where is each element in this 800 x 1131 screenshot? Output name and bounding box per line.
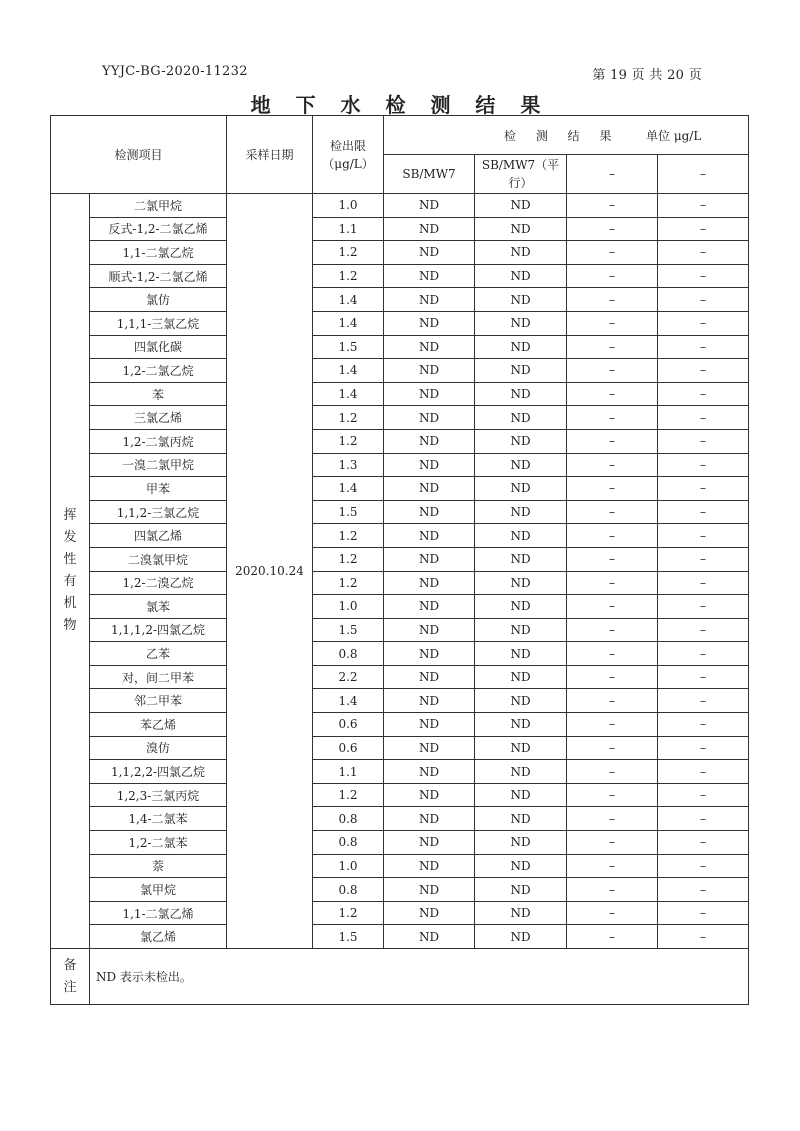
result-sample-4: – bbox=[658, 925, 749, 949]
result-sample-2: ND bbox=[475, 429, 567, 453]
result-sample-3: – bbox=[567, 547, 658, 571]
table-row bbox=[51, 406, 749, 430]
item-name: 氯仿 bbox=[90, 288, 227, 312]
detection-limit: 1.4 bbox=[313, 689, 384, 713]
table-row bbox=[51, 477, 749, 501]
result-sample-1: ND bbox=[384, 783, 475, 807]
result-sample-1: ND bbox=[384, 524, 475, 548]
table-row bbox=[51, 359, 749, 383]
item-name: 苯 bbox=[90, 382, 227, 406]
header-limit bbox=[313, 116, 384, 194]
result-sample-1: ND bbox=[384, 429, 475, 453]
result-sample-1: ND bbox=[384, 831, 475, 855]
result-sample-4: – bbox=[658, 595, 749, 619]
detection-limit: 1.2 bbox=[313, 429, 384, 453]
item-name: 1,2-二溴乙烷 bbox=[90, 571, 227, 595]
result-sample-4: – bbox=[658, 477, 749, 501]
result-sample-3: – bbox=[567, 925, 658, 949]
result-sample-3: – bbox=[567, 878, 658, 902]
table-row bbox=[51, 500, 749, 524]
detection-limit: 0.8 bbox=[313, 807, 384, 831]
table-row bbox=[51, 854, 749, 878]
results-title: 检 测 结 果 bbox=[504, 129, 620, 143]
result-sample-1: ND bbox=[384, 713, 475, 737]
page-number: 第 19 页 共 20 页 bbox=[592, 68, 702, 83]
result-sample-4: – bbox=[658, 264, 749, 288]
table-row bbox=[51, 524, 749, 548]
result-sample-1: ND bbox=[384, 264, 475, 288]
item-name: 氯甲烷 bbox=[90, 878, 227, 902]
item-name: 甲苯 bbox=[90, 477, 227, 501]
result-sample-1: ND bbox=[384, 736, 475, 760]
item-name: 溴仿 bbox=[90, 736, 227, 760]
result-sample-4: – bbox=[658, 524, 749, 548]
result-sample-1: ND bbox=[384, 665, 475, 689]
result-sample-1: ND bbox=[384, 925, 475, 949]
result-sample-1: ND bbox=[384, 901, 475, 925]
table-row bbox=[51, 571, 749, 595]
category-label: 挥 发 性 有 机 物 bbox=[51, 194, 90, 949]
result-sample-2: ND bbox=[475, 736, 567, 760]
result-sample-3: – bbox=[567, 194, 658, 218]
result-sample-3: – bbox=[567, 524, 658, 548]
detection-limit: 0.8 bbox=[313, 642, 384, 666]
result-sample-4: – bbox=[658, 335, 749, 359]
result-sample-1: ND bbox=[384, 500, 475, 524]
result-sample-3: – bbox=[567, 689, 658, 713]
item-name: 二氯甲烷 bbox=[90, 194, 227, 218]
detection-limit: 1.1 bbox=[313, 760, 384, 784]
detection-limit: 2.2 bbox=[313, 665, 384, 689]
result-sample-4: – bbox=[658, 807, 749, 831]
header-sample-2 bbox=[475, 155, 567, 194]
result-sample-2: ND bbox=[475, 406, 567, 430]
result-sample-3: – bbox=[567, 760, 658, 784]
result-sample-1: ND bbox=[384, 571, 475, 595]
result-sample-1: ND bbox=[384, 547, 475, 571]
result-sample-2: ND bbox=[475, 264, 567, 288]
detection-limit: 1.2 bbox=[313, 547, 384, 571]
item-name: 邻二甲苯 bbox=[90, 689, 227, 713]
item-name: 1,1-二氯乙烷 bbox=[90, 241, 227, 265]
item-name: 1,1-二氯乙烯 bbox=[90, 901, 227, 925]
result-sample-1: ND bbox=[384, 854, 475, 878]
detection-limit: 1.4 bbox=[313, 311, 384, 335]
result-sample-3: – bbox=[567, 359, 658, 383]
detection-limit: 1.5 bbox=[313, 335, 384, 359]
detection-limit: 0.6 bbox=[313, 713, 384, 737]
table-row bbox=[51, 429, 749, 453]
result-sample-2: ND bbox=[475, 665, 567, 689]
header-limit-line2: （μg/L） bbox=[322, 156, 374, 171]
result-sample-3: – bbox=[567, 571, 658, 595]
result-sample-2: ND bbox=[475, 288, 567, 312]
result-sample-2: ND bbox=[475, 241, 567, 265]
table-row bbox=[51, 901, 749, 925]
table-row bbox=[51, 807, 749, 831]
table-row bbox=[51, 713, 749, 737]
result-sample-1: ND bbox=[384, 241, 475, 265]
result-sample-1: ND bbox=[384, 382, 475, 406]
result-sample-2: ND bbox=[475, 477, 567, 501]
detection-limit: 1.3 bbox=[313, 453, 384, 477]
item-name: 苯乙烯 bbox=[90, 713, 227, 737]
table-row bbox=[51, 241, 749, 265]
result-sample-2: ND bbox=[475, 760, 567, 784]
result-sample-4: – bbox=[658, 288, 749, 312]
header-sample-3: – bbox=[567, 155, 658, 194]
sample-date: 2020.10.24 bbox=[227, 194, 313, 949]
result-sample-2: ND bbox=[475, 831, 567, 855]
result-sample-3: – bbox=[567, 901, 658, 925]
detection-limit: 1.4 bbox=[313, 359, 384, 383]
detection-limit: 0.8 bbox=[313, 878, 384, 902]
detection-limit: 1.2 bbox=[313, 406, 384, 430]
result-sample-2: ND bbox=[475, 618, 567, 642]
result-sample-2: ND bbox=[475, 783, 567, 807]
result-sample-1: ND bbox=[384, 807, 475, 831]
result-sample-4: – bbox=[658, 571, 749, 595]
detection-limit: 1.1 bbox=[313, 217, 384, 241]
result-sample-3: – bbox=[567, 311, 658, 335]
result-sample-3: – bbox=[567, 783, 658, 807]
result-sample-1: ND bbox=[384, 335, 475, 359]
result-sample-4: – bbox=[658, 618, 749, 642]
item-name: 四氯化碳 bbox=[90, 335, 227, 359]
table-row bbox=[51, 288, 749, 312]
result-sample-2: ND bbox=[475, 359, 567, 383]
result-sample-2: ND bbox=[475, 713, 567, 737]
result-sample-2: ND bbox=[475, 547, 567, 571]
result-sample-1: ND bbox=[384, 453, 475, 477]
table-row bbox=[51, 217, 749, 241]
result-sample-4: – bbox=[658, 783, 749, 807]
header-sample-1: SB/MW7 bbox=[384, 155, 475, 194]
result-sample-1: ND bbox=[384, 359, 475, 383]
header-item: 检测项目 bbox=[51, 116, 227, 194]
result-sample-4: – bbox=[658, 547, 749, 571]
item-name: 1,2-二氯苯 bbox=[90, 831, 227, 855]
result-sample-4: – bbox=[658, 500, 749, 524]
result-sample-3: – bbox=[567, 406, 658, 430]
detection-limit: 1.5 bbox=[313, 500, 384, 524]
table-row bbox=[51, 618, 749, 642]
result-sample-4: – bbox=[658, 736, 749, 760]
item-name: 1,1,2,2-四氯乙烷 bbox=[90, 760, 227, 784]
detection-limit: 1.2 bbox=[313, 524, 384, 548]
result-sample-4: – bbox=[658, 359, 749, 383]
detection-limit: 1.0 bbox=[313, 854, 384, 878]
result-sample-4: – bbox=[658, 665, 749, 689]
result-sample-2: ND bbox=[475, 453, 567, 477]
result-sample-3: – bbox=[567, 618, 658, 642]
result-sample-1: ND bbox=[384, 217, 475, 241]
result-sample-4: – bbox=[658, 713, 749, 737]
item-name: 萘 bbox=[90, 854, 227, 878]
note-label: 备 注 bbox=[51, 949, 90, 1005]
item-name: 1,1,1-三氯乙烷 bbox=[90, 311, 227, 335]
table-row bbox=[51, 925, 749, 949]
item-name: 1,4-二氯苯 bbox=[90, 807, 227, 831]
document-id: YYJC-BG-2020-11232 bbox=[102, 64, 248, 79]
result-sample-2: ND bbox=[475, 595, 567, 619]
result-sample-2: ND bbox=[475, 382, 567, 406]
result-sample-4: – bbox=[658, 642, 749, 666]
table-row bbox=[51, 382, 749, 406]
result-sample-1: ND bbox=[384, 618, 475, 642]
results-table bbox=[50, 115, 749, 1005]
item-name: 1,2,3-三氯丙烷 bbox=[90, 783, 227, 807]
table-row bbox=[51, 264, 749, 288]
detection-limit: 1.0 bbox=[313, 194, 384, 218]
table-row bbox=[51, 783, 749, 807]
result-sample-3: – bbox=[567, 335, 658, 359]
table-row bbox=[51, 665, 749, 689]
table-row bbox=[51, 878, 749, 902]
result-sample-1: ND bbox=[384, 595, 475, 619]
detection-limit: 1.4 bbox=[313, 477, 384, 501]
table-row bbox=[51, 642, 749, 666]
result-sample-3: – bbox=[567, 477, 658, 501]
item-name: 四氯乙烯 bbox=[90, 524, 227, 548]
item-name: 对，间二甲苯 bbox=[90, 665, 227, 689]
result-sample-1: ND bbox=[384, 477, 475, 501]
result-sample-4: – bbox=[658, 854, 749, 878]
result-sample-4: – bbox=[658, 382, 749, 406]
table-row bbox=[51, 547, 749, 571]
detection-limit: 1.2 bbox=[313, 571, 384, 595]
result-sample-2: ND bbox=[475, 194, 567, 218]
table-row bbox=[51, 689, 749, 713]
header-date: 采样日期 bbox=[227, 116, 313, 194]
result-sample-3: – bbox=[567, 713, 658, 737]
detection-limit: 1.2 bbox=[313, 901, 384, 925]
header-sample-2-line1: SB/MW7（平 bbox=[481, 158, 560, 172]
header-sample-4: – bbox=[658, 155, 749, 194]
result-sample-2: ND bbox=[475, 642, 567, 666]
note-text: ND 表示未检出。 bbox=[90, 949, 749, 1005]
detection-limit: 0.8 bbox=[313, 831, 384, 855]
result-sample-3: – bbox=[567, 241, 658, 265]
item-name: 氯苯 bbox=[90, 595, 227, 619]
result-sample-2: ND bbox=[475, 925, 567, 949]
item-name: 乙苯 bbox=[90, 642, 227, 666]
header-sample-2-line2: 行） bbox=[508, 176, 533, 190]
result-sample-3: – bbox=[567, 288, 658, 312]
table-row bbox=[51, 760, 749, 784]
table-row bbox=[51, 595, 749, 619]
result-sample-1: ND bbox=[384, 642, 475, 666]
result-sample-3: – bbox=[567, 642, 658, 666]
detection-limit: 1.2 bbox=[313, 783, 384, 807]
results-unit: 单位 μg/L bbox=[646, 129, 702, 143]
table-row bbox=[51, 311, 749, 335]
result-sample-3: – bbox=[567, 807, 658, 831]
detection-limit: 1.2 bbox=[313, 241, 384, 265]
header-limit-line1: 检出限 bbox=[330, 138, 367, 153]
result-sample-4: – bbox=[658, 194, 749, 218]
result-sample-4: – bbox=[658, 406, 749, 430]
result-sample-2: ND bbox=[475, 500, 567, 524]
table-row bbox=[51, 335, 749, 359]
result-sample-1: ND bbox=[384, 406, 475, 430]
item-name: 1,2-二氯丙烷 bbox=[90, 429, 227, 453]
item-name: 反式-1,2-二氯乙烯 bbox=[90, 217, 227, 241]
result-sample-3: – bbox=[567, 382, 658, 406]
result-sample-3: – bbox=[567, 453, 658, 477]
table-row bbox=[51, 194, 749, 218]
item-name: 顺式-1,2-二氯乙烯 bbox=[90, 264, 227, 288]
result-sample-2: ND bbox=[475, 311, 567, 335]
result-sample-4: – bbox=[658, 217, 749, 241]
result-sample-3: – bbox=[567, 736, 658, 760]
detection-limit: 1.4 bbox=[313, 382, 384, 406]
result-sample-2: ND bbox=[475, 807, 567, 831]
page-title: 地 下 水 检 测 结 果 bbox=[250, 93, 550, 117]
item-name: 氯乙烯 bbox=[90, 925, 227, 949]
result-sample-1: ND bbox=[384, 760, 475, 784]
detection-limit: 1.0 bbox=[313, 595, 384, 619]
detection-limit: 1.5 bbox=[313, 618, 384, 642]
result-sample-2: ND bbox=[475, 689, 567, 713]
result-sample-1: ND bbox=[384, 194, 475, 218]
item-name: 二溴氯甲烷 bbox=[90, 547, 227, 571]
result-sample-2: ND bbox=[475, 878, 567, 902]
table-row bbox=[51, 453, 749, 477]
result-sample-1: ND bbox=[384, 288, 475, 312]
item-name: 1,2-二氯乙烷 bbox=[90, 359, 227, 383]
result-sample-4: – bbox=[658, 311, 749, 335]
result-sample-4: – bbox=[658, 901, 749, 925]
result-sample-3: – bbox=[567, 831, 658, 855]
result-sample-1: ND bbox=[384, 311, 475, 335]
result-sample-4: – bbox=[658, 878, 749, 902]
detection-limit: 1.4 bbox=[313, 288, 384, 312]
result-sample-3: – bbox=[567, 217, 658, 241]
result-sample-2: ND bbox=[475, 524, 567, 548]
detection-limit: 0.6 bbox=[313, 736, 384, 760]
result-sample-3: – bbox=[567, 264, 658, 288]
result-sample-4: – bbox=[658, 689, 749, 713]
result-sample-2: ND bbox=[475, 335, 567, 359]
result-sample-2: ND bbox=[475, 571, 567, 595]
result-sample-4: – bbox=[658, 429, 749, 453]
item-name: 1,1,2-三氯乙烷 bbox=[90, 500, 227, 524]
result-sample-4: – bbox=[658, 831, 749, 855]
result-sample-4: – bbox=[658, 760, 749, 784]
result-sample-3: – bbox=[567, 854, 658, 878]
result-sample-4: – bbox=[658, 453, 749, 477]
item-name: 三氯乙烯 bbox=[90, 406, 227, 430]
detection-limit: 1.2 bbox=[313, 264, 384, 288]
result-sample-2: ND bbox=[475, 854, 567, 878]
detection-limit: 1.5 bbox=[313, 925, 384, 949]
result-sample-3: – bbox=[567, 429, 658, 453]
result-sample-2: ND bbox=[475, 901, 567, 925]
header-results bbox=[384, 116, 749, 155]
item-name: 1,1,1,2-四氯乙烷 bbox=[90, 618, 227, 642]
item-name: 一溴二氯甲烷 bbox=[90, 453, 227, 477]
result-sample-4: – bbox=[658, 241, 749, 265]
result-sample-3: – bbox=[567, 665, 658, 689]
result-sample-1: ND bbox=[384, 878, 475, 902]
table-row bbox=[51, 736, 749, 760]
result-sample-1: ND bbox=[384, 689, 475, 713]
result-sample-2: ND bbox=[475, 217, 567, 241]
table-row bbox=[51, 831, 749, 855]
result-sample-3: – bbox=[567, 500, 658, 524]
result-sample-3: – bbox=[567, 595, 658, 619]
